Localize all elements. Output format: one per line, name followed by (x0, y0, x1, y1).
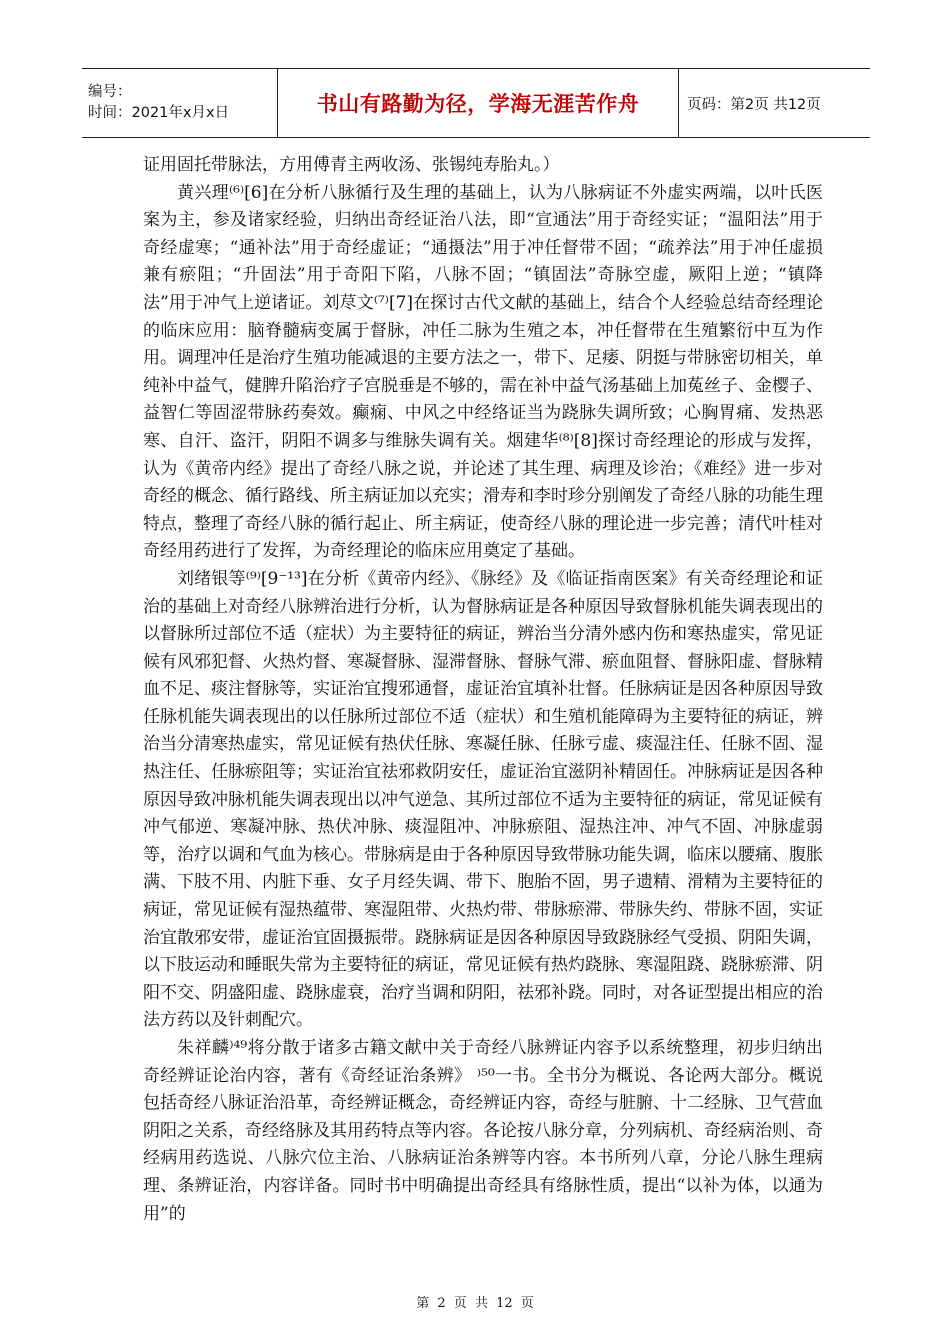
body-paragraph-1: 证用固托带脉法，方用傅青主两收汤、张锡纯寿胎丸。） (143, 155, 560, 175)
header-page-info: 页码：第2页 共12页 (687, 96, 821, 113)
document-body (143, 152, 823, 1228)
footer-total-pages: 12 (496, 1296, 513, 1311)
page-header (82, 68, 870, 138)
document-time-label: 时间：2021年x月x日 (88, 105, 230, 121)
header-meta (82, 69, 278, 137)
header-motto: 书山有路勤为径，学海无涯苦作舟 (278, 69, 679, 137)
footer-di: 第 (416, 1296, 430, 1311)
footer-gong: 共 (474, 1296, 488, 1311)
footer-ye-2: 页 (520, 1296, 534, 1311)
footer-ye: 页 (453, 1296, 467, 1311)
body-paragraph-3: 刘绪银等⁽⁹⁾[9⁻¹³]在分析《黄帝内经》、《脉经》及《临证指南医案》有关奇经理论和证治的基础上对奇经八脉辨治进行分析，认为督脉病证是各种原因导致督脉机能失调表现出的以督脉所过部位不适（症状）为主要特征的病证，辨治当分清外感内伤和寒热虚实，常见证候有风邪犯督、火热灼督、寒凝督脉、湿滞督脉、督脉气滞、瘀血阻督、督脉阳虚、督脉精血不足、痰注督脉等，实证治宜搜邪通督，虚证治宜填补壮督。任脉病证是因各种原因导致任脉机能失调表现出的以任脉所过部位不适（症状）和生殖机能障碍为主要特征的病证，辨治当分清寒热虚实，常见证候有热伏任脉、寒凝任脉、任脉亏虚、痰湿注任、任脉不固、湿热注任、任脉瘀阻等；实证治宜祛邪救阴安任，虚证治宜滋阴补精固任。冲脉病证是因各种原因导致冲脉机能失调表现出以冲气逆急、其所过部位不适为主要特征的病证，常见证候有冲气郁逆、寒凝冲脉、热伏冲脉、痰湿阻冲、冲脉瘀阻、湿热注冲、冲气不固、冲脉虚弱等，治疗以调和气血为核心。带脉病是由于各种原因导致带脉功能失调，临床以腰痛、腹胀满、下肢不用、内脏下垂、女子月经失调、带下、胞胎不固，男子遗精、滑精为主要特征的病证，常见证候有湿热蕴带、寒湿阻带、火热灼带、带脉瘀滞、带脉失约、带脉不固，实证治宜散邪安带，虚证治宜固摄振带。跷脉病证是因各种原因导致跷脉经气受损、阴阳失调，以下肢运动和睡眠失常为主要特征的病证，常见证候有热灼跷脉、寒湿阻跷、跷脉瘀滞、阴阳不交、阴盛阳虚、跷脉虚衰，治疗当调和阴阳，祛邪补跷。同时，对各证型提出相应的治法方药以及针刺配穴。 (143, 568, 823, 1031)
body-paragraph-2: 黄兴理⁽⁶⁾[6]在分析八脉循行及生理的基础上，认为八脉病证不外虚实两端，以叶氏医案为主，参及诸家经验，归纳出奇经证治八法，即“宣通法”用于奇经实证；“温阳法”用于奇经虚寒；“通补法”用于奇经虚证；“通摄法”用于冲任督带不固；“疏养法”用于冲任虚损兼有瘀阻；“升固法”用于奇阳下陷，八脉不固；“镇固法”奇脉空虚，厥阳上逆；“镇降法”用于冲气上逆诸证。刘荩文⁽⁷⁾[7]在探讨古代文献的基础上，结合个人经验总结奇经理论的临床应用：脑脊髓病变属于督脉，冲任二脉为生殖之本，冲任督带在生殖繁衍中互为作用。调理冲任是治疗生殖功能减退的主要方法之一，带下、足痿、阴挺与带脉密切相关，单纯补中益气，健脾升陷治疗子宫脱垂是不够的，需在补中益气汤基础上加菟丝子、金樱子、益智仁等固涩带脉药奏效。癫痫、中风之中经络证当为跷脉失调所致；心胸胃痛、发热恶寒、自汗、盗汗，阴阳不调多与维脉失调有关。烟建华⁽⁸⁾[8]探讨奇经理论的形成与发挥，认为《黄帝内经》提出了奇经八脉之说，并论述了其生理、病理及诊治；《难经》进一步对奇经的概念、循行路线、所主病证加以充实；滑寿和李时珍分别阐发了奇经八脉的功能生理特点，整理了奇经八脉的循行起止、所主病证，使奇经八脉的理论进一步完善；清代叶桂对奇经用药进行了发挥，为奇经理论的临床应用奠定了基础。 (143, 182, 823, 562)
page-footer (0, 1292, 950, 1311)
document-code-label: 编号： (88, 84, 132, 100)
footer-page-number: 2 (437, 1296, 446, 1311)
body-paragraph-4: 朱祥麟⁾⁴⁹将分散于诸多古籍文献中关于奇经八脉辨证内容予以系统整理，初步归纳出奇经辨证论治内容，著有《奇经证治条辨》 ⁾⁵⁰一书。全书分为概说、各论两大部分。概说包括奇经八脉证治沿革，奇经辨证概念，奇经辨证内容，奇经与脏腑、十二经脉、卫气营血阴阳之关系，奇经络脉及其用药特点等内容。各论按八脉分章，分列病机、奇经病治则、奇经病用药选说、八脉穴位主治、八脉病证治条辨等内容。本书所列八章，分论八脉生理病理、条辨证治，内容详备。同时书中明确提出奇经具有络脉性质，提出“以补为体，以通为用”的 (143, 1038, 823, 1224)
